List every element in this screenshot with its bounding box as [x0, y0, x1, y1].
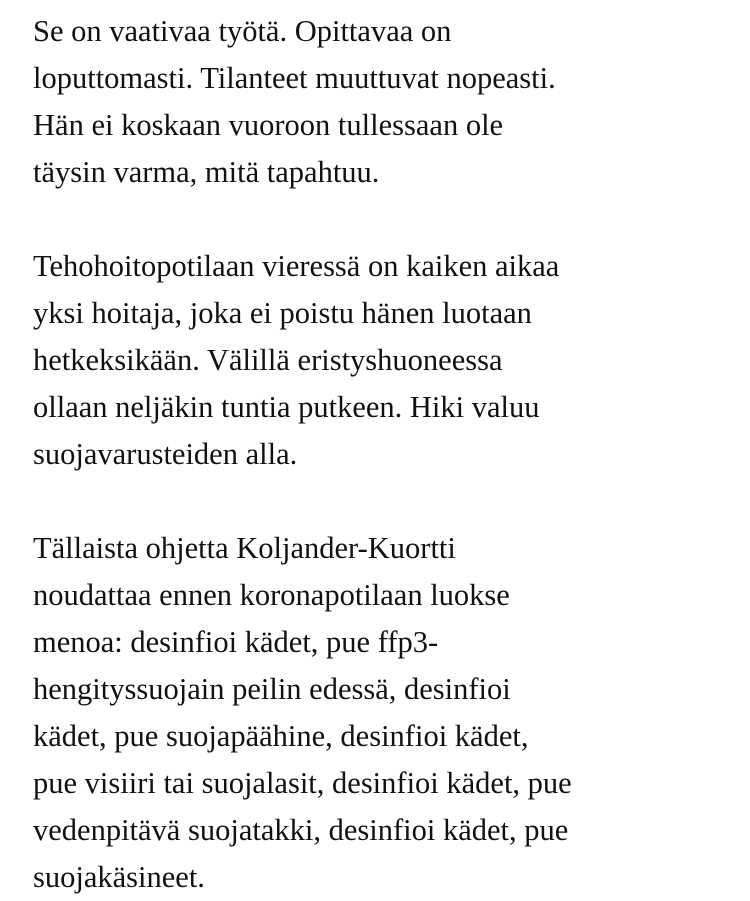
text-line: pue visiiri tai suojalasit, desinfioi kädet, pue — [33, 766, 572, 800]
text-line: Hän ei koskaan vuoroon tullessaan ole — [33, 108, 504, 142]
text-line: vedenpitävä suojatakki, desinfioi kädet, pue — [33, 813, 569, 847]
paragraph-1 — [33, 8, 733, 196]
text-line: yksi hoitaja, joka ei poistu hänen luotaan — [33, 296, 532, 330]
text-line: kädet, pue suojapäähine, desinfioi kädet, — [33, 719, 529, 753]
text-line: täysin varma, mitä tapahtuu. — [33, 155, 380, 189]
text-line: hetkeksikään. Välillä eristyshuoneessa — [33, 343, 503, 377]
text-line: ollaan neljäkin tuntia putkeen. Hiki valuu — [33, 390, 540, 424]
text-line: noudattaa ennen koronapotilaan luokse — [33, 578, 510, 612]
text-line: menoa: desinfioi kädet, pue ffp3- — [33, 625, 439, 659]
article-text — [33, 8, 733, 901]
text-line: Tällaista ohjetta Koljander-Kuortti — [33, 531, 456, 565]
paragraph-2 — [33, 243, 733, 478]
text-line: suojakäsineet. — [33, 860, 205, 894]
text-line: hengityssuojain peilin edessä, desinfioi — [33, 672, 511, 706]
paragraph-3 — [33, 525, 733, 901]
text-line: loputtomasti. Tilanteet muuttuvat nopeasti. — [33, 61, 556, 95]
text-line: suojavarusteiden alla. — [33, 437, 298, 471]
text-line: Tehohoitopotilaan vieressä on kaiken aikaa — [33, 249, 560, 283]
text-line: Se on vaativaa työtä. Opittavaa on — [33, 14, 452, 48]
